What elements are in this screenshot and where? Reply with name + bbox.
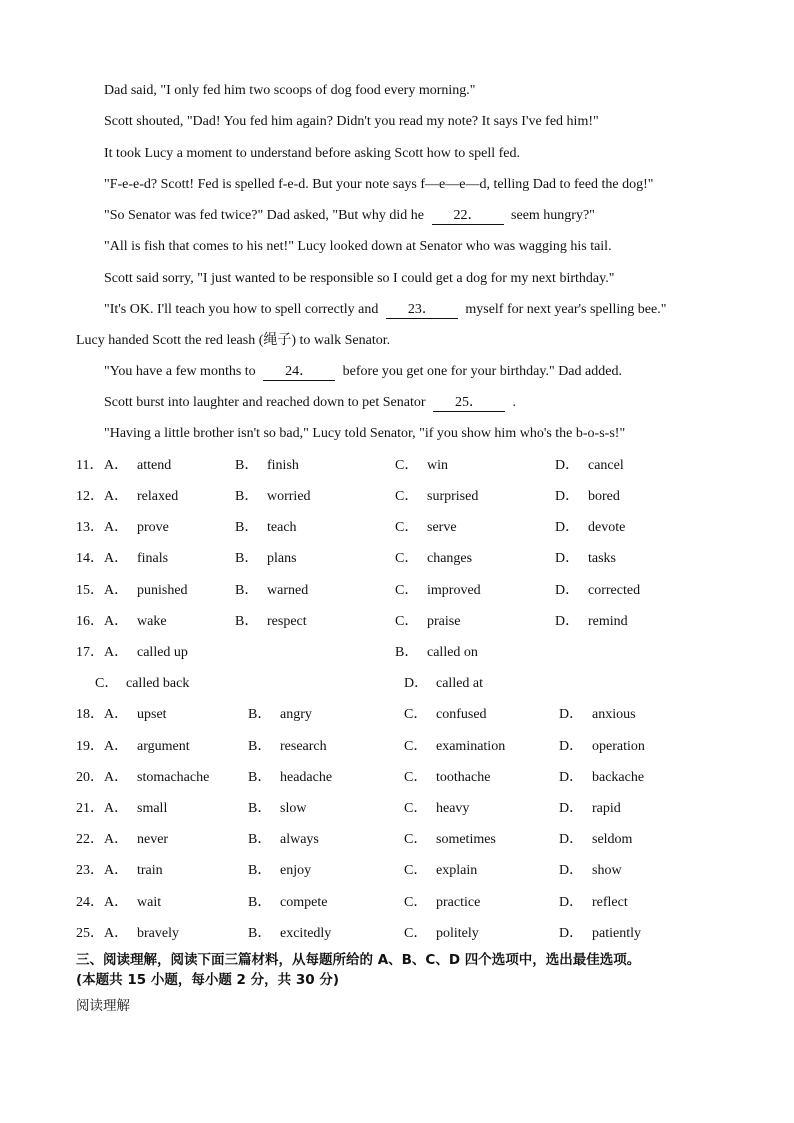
option-d: corrected [588, 583, 641, 598]
option-c: confused [436, 707, 487, 722]
option-b: compete [280, 895, 328, 910]
option-b: headache [280, 770, 333, 785]
option-d-letter: D． [555, 489, 580, 504]
option-c: improved [427, 583, 481, 598]
question-row [0, 831, 794, 849]
option-a: wait [137, 895, 162, 910]
option-b-letter: B． [248, 863, 272, 878]
option-a-letter: A． [104, 645, 129, 660]
option-b-letter: B． [248, 707, 272, 722]
question-number: 21． [76, 801, 104, 816]
option-d: reflect [592, 895, 628, 910]
option-a: train [137, 863, 163, 878]
option-c-letter: C． [395, 551, 419, 566]
option-c-letter: C． [395, 583, 419, 598]
option-b: finish [267, 458, 299, 473]
option-d-letter: D． [555, 583, 580, 598]
question-number: 16． [76, 614, 104, 629]
option-b: slow [280, 801, 307, 816]
option-c-letter: C． [404, 770, 428, 785]
passage-line: "Having a little brother isn't so bad," Lucy told Senator, "if you show him who's the b-o-s-s!" [104, 426, 626, 441]
option-c: examination [436, 739, 506, 754]
passage-text: Scott burst into laughter and reached down to pet Senator [104, 395, 426, 410]
option-d-letter: D． [559, 801, 584, 816]
question-row [0, 519, 794, 537]
question-row [0, 706, 794, 724]
passage-line: Lucy handed Scott the red leash (绳子) to walk Senator. [76, 333, 391, 348]
option-b-letter: B． [235, 458, 259, 473]
option-d: devote [588, 520, 626, 535]
option-b: plans [267, 551, 297, 566]
passage-text: "So Senator was fed twice?" Dad asked, "But why did he [104, 208, 425, 223]
option-a: small [137, 801, 168, 816]
option-c: heavy [436, 801, 470, 816]
option-a: punished [137, 583, 188, 598]
passage-line: Scott shouted, "Dad! You fed him again? Didn't you read my note? It says I've fed him!" [104, 114, 599, 129]
passage-text: seem hungry?" [511, 208, 595, 223]
option-b: teach [267, 520, 297, 535]
option-a-letter: A． [104, 489, 129, 504]
passage-line [104, 363, 622, 381]
question-number: 25． [76, 926, 104, 941]
option-c: toothache [436, 770, 491, 785]
option-d: patiently [592, 926, 641, 941]
option-b-letter: B． [235, 551, 259, 566]
passage-line [104, 207, 595, 225]
option-a-letter: A． [104, 739, 129, 754]
option-b: enjoy [280, 863, 312, 878]
option-b-letter: B． [235, 614, 259, 629]
section-subtitle: 阅读理解 [76, 998, 130, 1014]
option-d-letter: D． [555, 520, 580, 535]
question-row [0, 800, 794, 818]
question-number: 14． [76, 551, 104, 566]
option-a-letter: A． [104, 770, 129, 785]
option-b: respect [267, 614, 307, 629]
question-row-continued [0, 675, 794, 693]
option-a-letter: A． [104, 707, 129, 722]
option-d: cancel [588, 458, 624, 473]
option-d: tasks [588, 551, 616, 566]
option-c: explain [436, 863, 478, 878]
option-c-letter: C． [395, 614, 419, 629]
option-b: angry [280, 707, 312, 722]
option-a: called up [137, 645, 188, 660]
option-d-letter: D． [559, 770, 584, 785]
question-row [0, 925, 794, 943]
question-number: 15． [76, 583, 104, 598]
option-b-letter: B． [235, 489, 259, 504]
option-c-letter: C． [395, 458, 419, 473]
question-row [0, 613, 794, 631]
question-row [0, 894, 794, 912]
option-d: rapid [592, 801, 621, 816]
passage-text: before you get one for your birthday." Dad added. [342, 364, 622, 379]
question-row [0, 457, 794, 475]
passage-line [104, 301, 666, 319]
question-number: 24． [76, 895, 104, 910]
option-b: warned [267, 583, 309, 598]
option-a: never [137, 832, 169, 847]
option-b: always [280, 832, 319, 847]
passage-text: "You have a few months to [104, 364, 256, 379]
option-d: anxious [592, 707, 636, 722]
option-b-letter: B． [248, 926, 272, 941]
option-b: excitedly [280, 926, 332, 941]
option-d-letter: D． [559, 832, 584, 847]
option-c-letter: C． [395, 489, 419, 504]
passage-text: "It's OK. I'll teach you how to spell correctly and [104, 302, 379, 317]
blank-23: 23． [386, 302, 458, 319]
option-c: changes [427, 551, 473, 566]
question-row [0, 550, 794, 568]
option-b-letter: B． [248, 770, 272, 785]
option-b-letter: B． [235, 520, 259, 535]
option-c: practice [436, 895, 481, 910]
passage-line: "F-e-e-d? Scott! Fed is spelled f-e-d. But your note says f—e—e—d, telling Dad to feed the dog!" [104, 177, 654, 192]
option-d-letter: D． [559, 895, 584, 910]
option-c: surprised [427, 489, 479, 504]
option-a: bravely [137, 926, 179, 941]
question-row [0, 582, 794, 600]
passage-line [104, 394, 516, 412]
option-a-letter: A． [104, 614, 129, 629]
option-c: serve [427, 520, 457, 535]
section-scoring-note: (本题共 15 小题，每小题 2 分，共 30 分) [76, 972, 340, 988]
option-d-letter: D． [404, 676, 429, 691]
option-a: argument [137, 739, 190, 754]
option-d: backache [592, 770, 645, 785]
option-c-letter: C． [404, 832, 428, 847]
option-b-letter: B． [248, 832, 272, 847]
option-d: bored [588, 489, 620, 504]
question-number: 22． [76, 832, 104, 847]
passage-line: It took Lucy a moment to understand before asking Scott how to spell fed. [104, 146, 521, 161]
option-a: stomachache [137, 770, 210, 785]
option-c-letter: C． [404, 895, 428, 910]
passage-line: Dad said, "I only fed him two scoops of dog food every morning." [104, 83, 476, 98]
option-c-letter: C． [404, 707, 428, 722]
option-c-letter: C． [404, 926, 428, 941]
option-a-letter: A． [104, 583, 129, 598]
question-number: 19． [76, 739, 104, 754]
option-a: upset [137, 707, 167, 722]
option-c-letter: C． [404, 801, 428, 816]
option-d-letter: D． [555, 614, 580, 629]
option-c-letter: C． [404, 863, 428, 878]
option-d-letter: D． [559, 707, 584, 722]
option-a-letter: A． [104, 551, 129, 566]
question-row [0, 488, 794, 506]
passage-line: "All is fish that comes to his net!" Lucy looked down at Senator who was wagging his tail. [104, 239, 612, 254]
question-number: 23． [76, 863, 104, 878]
option-d: seldom [592, 832, 633, 847]
option-c-letter: C． [95, 676, 119, 691]
option-b: called on [427, 645, 478, 660]
option-b: worried [267, 489, 311, 504]
passage-line: Scott said sorry, "I just wanted to be responsible so I could get a dog for my next birthday." [104, 271, 615, 286]
question-number: 20． [76, 770, 104, 785]
blank-22: 22． [432, 208, 504, 225]
option-a: attend [137, 458, 172, 473]
question-row [0, 738, 794, 756]
option-d: called at [436, 676, 484, 691]
blank-25: 25． [433, 395, 505, 412]
question-number: 18． [76, 707, 104, 722]
question-row [0, 769, 794, 787]
option-b-letter: B． [248, 739, 272, 754]
option-d-letter: D． [555, 551, 580, 566]
option-b-letter: B． [248, 895, 272, 910]
option-c-letter: C． [395, 520, 419, 535]
option-d: operation [592, 739, 645, 754]
option-a: finals [137, 551, 169, 566]
option-b: research [280, 739, 327, 754]
passage-text: . [512, 395, 517, 410]
question-number: 13． [76, 520, 104, 535]
option-d: show [592, 863, 622, 878]
question-row [0, 644, 794, 662]
question-number: 11． [76, 458, 104, 473]
option-c: win [427, 458, 448, 473]
option-a-letter: A． [104, 863, 129, 878]
option-a: prove [137, 520, 169, 535]
blank-24: 24． [263, 364, 335, 381]
option-c: sometimes [436, 832, 496, 847]
option-a-letter: A． [104, 926, 129, 941]
option-c-letter: C． [404, 739, 428, 754]
option-a-letter: A． [104, 458, 129, 473]
option-d-letter: D． [555, 458, 580, 473]
option-b-letter: B． [235, 583, 259, 598]
option-c: called back [126, 676, 190, 691]
option-d-letter: D． [559, 926, 584, 941]
option-c: politely [436, 926, 479, 941]
option-a-letter: A． [104, 832, 129, 847]
option-a-letter: A． [104, 895, 129, 910]
option-d-letter: D． [559, 739, 584, 754]
option-d: remind [588, 614, 628, 629]
option-a: relaxed [137, 489, 179, 504]
question-row [0, 862, 794, 880]
option-a: wake [137, 614, 167, 629]
option-a-letter: A． [104, 520, 129, 535]
option-b-letter: B． [395, 645, 419, 660]
question-number: 12． [76, 489, 104, 504]
option-c: praise [427, 614, 461, 629]
section-heading: 三、阅读理解，阅读下面三篇材料，从每题所给的 A、B、C、D 四个选项中，选出最佳选项。 [76, 952, 641, 968]
question-number: 17． [76, 645, 104, 660]
option-a-letter: A． [104, 801, 129, 816]
option-b-letter: B． [248, 801, 272, 816]
option-d-letter: D． [559, 863, 584, 878]
passage-text: myself for next year's spelling bee." [465, 302, 667, 317]
